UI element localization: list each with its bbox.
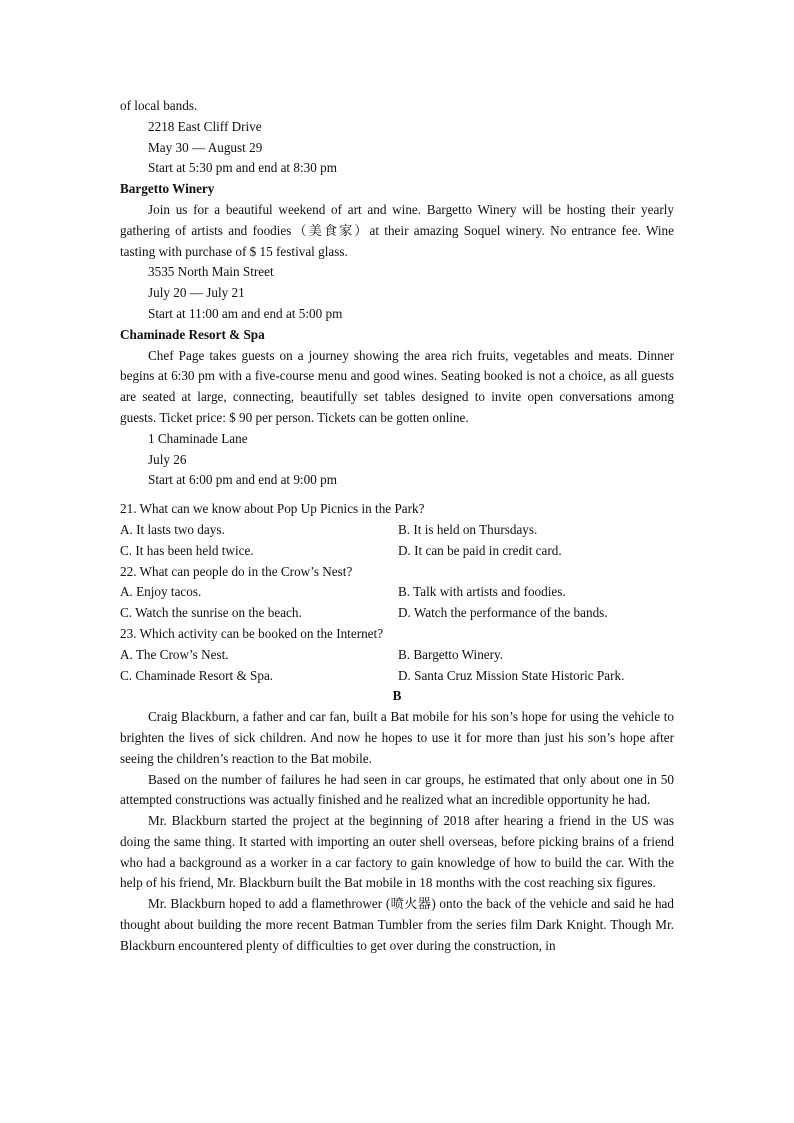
- section-b-label: B: [392, 688, 402, 704]
- question-22: [120, 562, 674, 624]
- option-row: [120, 520, 674, 541]
- section-b-paragraph-1: Craig Blackburn, a father and car fan, built a Bat mobile for his son’s hope for using the vehicle to brighten the lives of sick children. And now he hopes to use it for more than just his son’s hope after seeing the children’s reaction to the Bat mobile.: [120, 709, 674, 766]
- option-d: D. Watch the performance of the bands.: [398, 605, 608, 621]
- document-page: [120, 96, 674, 957]
- option-row: [120, 603, 674, 624]
- option-row: [120, 582, 674, 603]
- section-b-paragraph-3: Mr. Blackburn started the project at the beginning of 2018 after hearing a friend in the US was doing the same thing. It started with importing an outer shell overseas, before picking brains of a friend who had a background as a worker in a car factory to gain knowledge of how to build the car. With the help of his friend, Mr. Blackburn built the Bat mobile in 18 months with the cost reaching six figures.: [120, 813, 674, 891]
- bargetto-description: Join us for a beautiful weekend of art and wine. Bargetto Winery will be hosting their yearly gathering of artists and foodies（美食家）at their amazing Soquel winery. No entrance fee. Wine tasting with purchase of $ 15 festival glass.: [120, 201, 674, 259]
- option-c: C. Watch the sunrise on the beach.: [120, 605, 302, 621]
- bargetto-dates: July 20 — July 21: [148, 285, 245, 301]
- option-b: B. Bargetto Winery.: [398, 646, 504, 662]
- option-row: [120, 645, 674, 666]
- option-a: A. The Crow’s Nest.: [120, 646, 229, 662]
- option-row: [120, 541, 674, 562]
- chaminade-dates: July 26: [148, 451, 187, 467]
- section-b-paragraph-2: Based on the number of failures he had seen in car groups, he estimated that only about one in 50 attempted constructions was actually finished and he realized what an incredible opportunity he had.: [120, 771, 674, 808]
- option-d: D. It can be paid in credit card.: [398, 542, 562, 558]
- chaminade-address: 1 Chaminade Lane: [148, 430, 248, 446]
- option-d: D. Santa Cruz Mission State Historic Park.: [398, 667, 625, 683]
- option-a: A. Enjoy tacos.: [120, 584, 202, 600]
- chaminade-description: Chef Page takes guests on a journey showing the area rich fruits, vegetables and meats. Dinner begins at 6:30 pm with a five-course menu and good wines. Seating booked is not a choice, as all guests are seated at large, connecting, beautifully set tables designed to invite open conversations among guests. Ticket price: $ 90 per person. Tickets can be gotten online.: [120, 347, 674, 425]
- section-gap: [120, 491, 674, 499]
- question-stem: 22. What can people do in the Crow’s Nest?: [120, 563, 353, 579]
- crows-nest-dates: May 30 — August 29: [148, 139, 263, 155]
- chaminade-title: Chaminade Resort & Spa: [120, 326, 265, 342]
- option-a: A. It lasts two days.: [120, 521, 225, 537]
- bargetto-time: Start at 11:00 am and end at 5:00 pm: [148, 305, 343, 321]
- question-stem: 23. Which activity can be booked on the Internet?: [120, 625, 384, 641]
- option-row: [120, 666, 674, 687]
- crows-nest-address: 2218 East Cliff Drive: [148, 118, 262, 134]
- question-23: [120, 624, 674, 686]
- bargetto-address: 3535 North Main Street: [148, 264, 274, 280]
- option-b: B. Talk with artists and foodies.: [398, 584, 566, 600]
- question-stem: 21. What can we know about Pop Up Picnics in the Park?: [120, 501, 425, 517]
- crows-nest-time: Start at 5:30 pm and end at 8:30 pm: [148, 160, 337, 176]
- question-21: [120, 499, 674, 561]
- chaminade-time: Start at 6:00 pm and end at 9:00 pm: [148, 472, 337, 488]
- bargetto-title: Bargetto Winery: [120, 181, 215, 197]
- option-c: C. It has been held twice.: [120, 542, 254, 558]
- option-c: C. Chaminade Resort & Spa.: [120, 667, 274, 683]
- section-b-paragraph-4: Mr. Blackburn hoped to add a flamethrower (喷火器) onto the back of the vehicle and said he had thought about building the more recent Batman Tumbler from the series film Dark Knight. Though Mr. Blackburn encountered plenty of difficulties to get over during the construction, in: [120, 896, 674, 953]
- crows-nest-continuation: of local bands.: [120, 98, 198, 113]
- option-b: B. It is held on Thursdays.: [398, 521, 538, 537]
